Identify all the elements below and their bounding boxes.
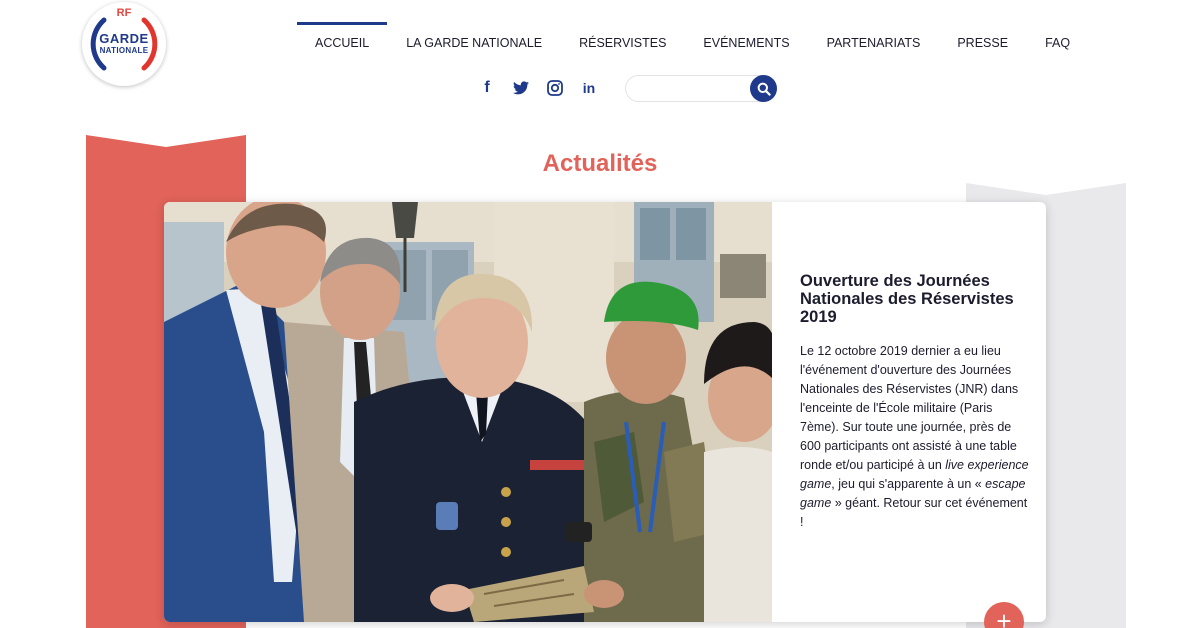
search-input[interactable]: [636, 80, 748, 98]
news-card[interactable]: [164, 202, 1046, 622]
section-title: Actualités: [542, 150, 658, 177]
search-box: [625, 75, 777, 102]
news-photo-illustration: [164, 202, 772, 622]
search-button[interactable]: [750, 75, 777, 102]
instagram-camera-graphic: [547, 80, 563, 96]
instagram-icon[interactable]: [545, 78, 565, 98]
news-excerpt: [800, 342, 1030, 532]
nav-item-la-garde-nationale[interactable]: LA GARDE NATIONALE: [406, 36, 543, 50]
news-excerpt-part-2: , jeu qui s'apparente à un «: [831, 477, 986, 491]
news-excerpt-emphasis-1: live experience game: [800, 458, 1029, 491]
twitter-bird-graphic: [513, 81, 529, 95]
news-card-body: [800, 272, 1030, 532]
logo-monogram: RF: [116, 7, 132, 19]
facebook-icon[interactable]: [477, 78, 497, 98]
facebook-glyph: f: [484, 79, 490, 96]
logo-title: GARDE: [99, 31, 149, 46]
nav-item-accueil[interactable]: ACCUEIL: [315, 22, 369, 62]
news-excerpt-part-1: Le 12 octobre 2019 dernier a eu lieu l'événement d'ouverture des Journées Nationales des Réservistes (JNR) dans l'enceinte de l'École militaire (Paris 7ème). Sur toute une journée, près de 600 participants ont assisté à une table ronde et/ou participé à un: [800, 344, 1019, 472]
linkedin-glyph: in: [582, 80, 596, 96]
linkedin-icon[interactable]: [579, 78, 599, 98]
social-links: [477, 78, 613, 98]
nav-item-presse[interactable]: PRESSE: [957, 36, 1009, 50]
search-icon: [757, 82, 771, 96]
news-excerpt-emphasis-2: escape game: [800, 477, 1026, 510]
nav-item-evenements[interactable]: EVÉNEMENTS: [703, 36, 790, 50]
logo-subtitle: NATIONALE: [99, 46, 149, 55]
news-title[interactable]: Ouverture des Journées Nationales des Réservistes 2019: [800, 272, 1014, 326]
read-more-button[interactable]: +: [984, 602, 1024, 628]
twitter-icon[interactable]: [511, 78, 531, 98]
news-photo[interactable]: [164, 202, 772, 622]
garde-nationale-logo[interactable]: [82, 2, 166, 86]
nav-item-partenariats[interactable]: PARTENARIATS: [826, 36, 921, 50]
news-excerpt-part-3: » géant. Retour sur cet événement !: [800, 496, 1028, 529]
nav-item-reservistes[interactable]: RÉSERVISTES: [579, 36, 667, 50]
nav-item-faq[interactable]: FAQ: [1045, 36, 1071, 50]
main-nav: [297, 22, 1107, 62]
